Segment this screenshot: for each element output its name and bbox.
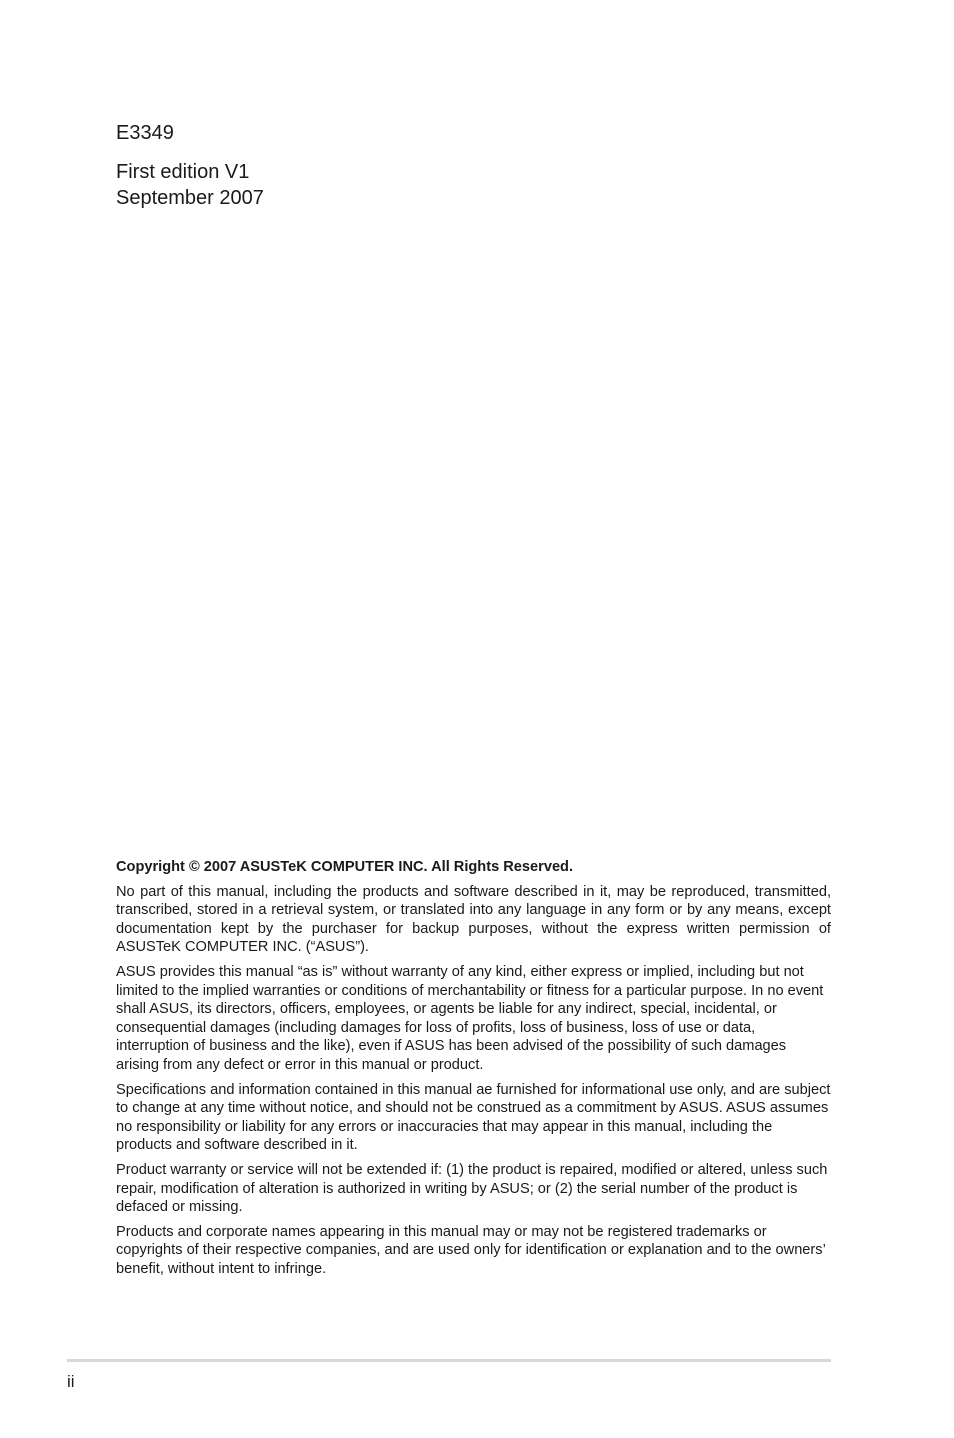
edition-label: First edition V1 xyxy=(116,161,250,183)
legal-notice xyxy=(116,858,831,1284)
document-header xyxy=(116,121,516,211)
footer-divider xyxy=(67,1359,831,1362)
legal-paragraph-reproduction: No part of this manual, including the products and software described in it, may be reproduced, transmitted, transcribed, stored in a retrieval system, or translated into any language in any form or by any means, except documentation kept by the purchaser for backup purposes, without the express written permission of ASUSTeK COMPUTER INC. (“ASUS”). xyxy=(116,883,831,956)
copyright-statement: Copyright © 2007 ASUSTeK COMPUTER INC. All Rights Reserved. xyxy=(116,859,574,875)
page-number: ii xyxy=(67,1372,75,1391)
legal-paragraph-warranty: ASUS provides this manual “as is” without warranty of any kind, either express or implied, including but not limited to the implied warranties or conditions of merchantability or fitness for a particular purpose. In no event shall ASUS, its directors, officers, employees, or agents be liable for any indirect, special, incidental, or consequential damages (including damages for loss of profits, loss of business, loss of use or data, interruption of business and the like), even if ASUS has been advised of the possibility of such damages arising from any defect or error in this manual or product. xyxy=(116,963,824,1073)
legal-paragraph-trademarks: Products and corporate names appearing in this manual may or may not be registered trademarks or copyrights of their respective companies, and are used only for identification or explanation and to the owners’ benefit, without intent to infringe. xyxy=(116,1223,826,1277)
document-code: E3349 xyxy=(116,122,174,144)
legal-paragraph-specifications: Specifications and information contained in this manual ae furnished for informational use only, and are subject to change at any time without notice, and should not be construed as a commitment by ASUS. ASUS assumes no responsibility or liability for any errors or inaccuracies that may appear in this manual, including the products and software described in it. xyxy=(116,1081,831,1154)
legal-paragraph-service: Product warranty or service will not be extended if: (1) the product is repaired, modified or altered, unless such repair, modification of alteration is authorized in writing by ASUS; or (2) the serial number of the product is defaced or missing. xyxy=(116,1161,828,1216)
publication-date: September 2007 xyxy=(116,187,264,209)
